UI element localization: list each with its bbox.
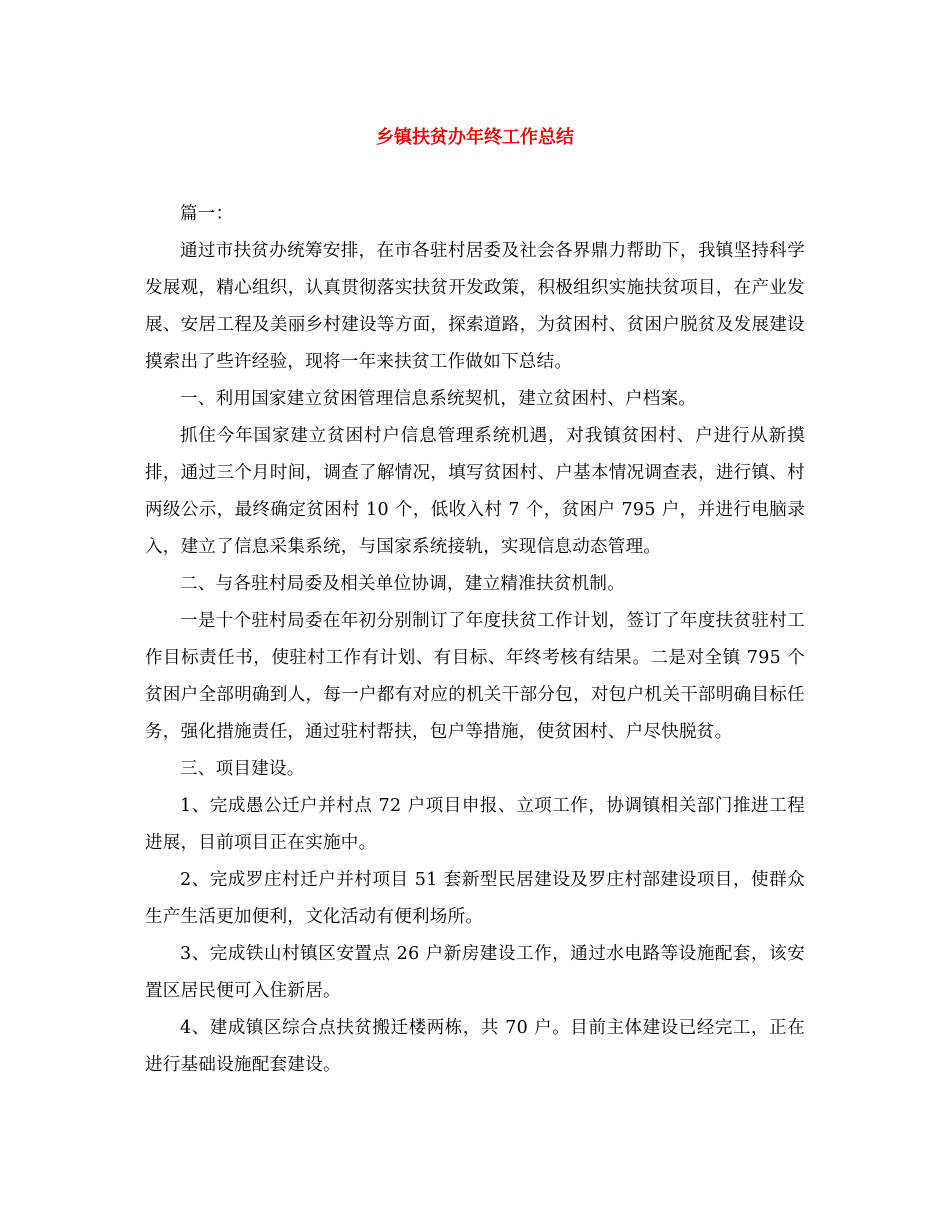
document-body bbox=[145, 196, 805, 1084]
paragraph: 篇一： bbox=[180, 204, 234, 224]
paragraph: 一是十个驻村局委在年初分别制订了年度扶贫工作计划，签订了年度扶贫驻村工作目标责任书，使驻村工作有计划、有目标、年终考核有结果。二是对全镇 795 个贫困户全部明确到人，每一户都有对应的机关干部分包，对包户机关干部明确目标任务，强化措施责任，通过驻村帮扶，包户等措施，使贫困村、户尽快脱贫。 bbox=[145, 611, 805, 742]
paragraph: 通过市扶贫办统筹安排，在市各驻村居委及社会各界鼎力帮助下，我镇坚持科学发展观，精心组织，认真贯彻落实扶贫开发政策，积极组织实施扶贫项目，在产业发展、安居工程及美丽乡村建设等方面，探索道路，为贫困村、贫困户脱贫及发展建设摸索出了些许经验，现将一年来扶贫工作做如下总结。 bbox=[145, 241, 805, 372]
list-item: 3、完成铁山村镇区安置点 26 户新房建设工作，通过水电路等设施配套，该安置区居民便可入住新居。 bbox=[145, 944, 805, 1001]
section-heading: 二、与各驻村局委及相关单位协调，建立精准扶贫机制。 bbox=[180, 574, 625, 594]
document-title: 乡镇扶贫办年终工作总结 bbox=[376, 127, 574, 148]
section-heading: 三、项目建设。 bbox=[180, 759, 305, 779]
list-item: 1、完成愚公迁户并村点 72 户项目申报、立项工作，协调镇相关部门推进工程进展，目前项目正在实施中。 bbox=[145, 796, 805, 853]
paragraph: 抓住今年国家建立贫困村户信息管理系统机遇，对我镇贫困村、户进行从新摸排，通过三个月时间，调查了解情况，填写贫困村、户基本情况调查表，进行镇、村两级公示，最终确定贫困村 10 个，低收入村 7 个，贫困户 795 户，并进行电脑录入，建立了信息采集系统，与国家系统接轨，实现信息动态管理。 bbox=[145, 426, 805, 557]
section-heading: 一、利用国家建立贫困管理信息系统契机，建立贫困村、户档案。 bbox=[180, 389, 697, 409]
list-item: 4、建成镇区综合点扶贫搬迁楼两栋，共 70 户。目前主体建设已经完工，正在进行基础设施配套建设。 bbox=[145, 1018, 805, 1075]
list-item: 2、完成罗庄村迁户并村项目 51 套新型民居建设及罗庄村部建设项目，使群众生产生活更加便利，文化活动有便利场所。 bbox=[145, 870, 805, 927]
